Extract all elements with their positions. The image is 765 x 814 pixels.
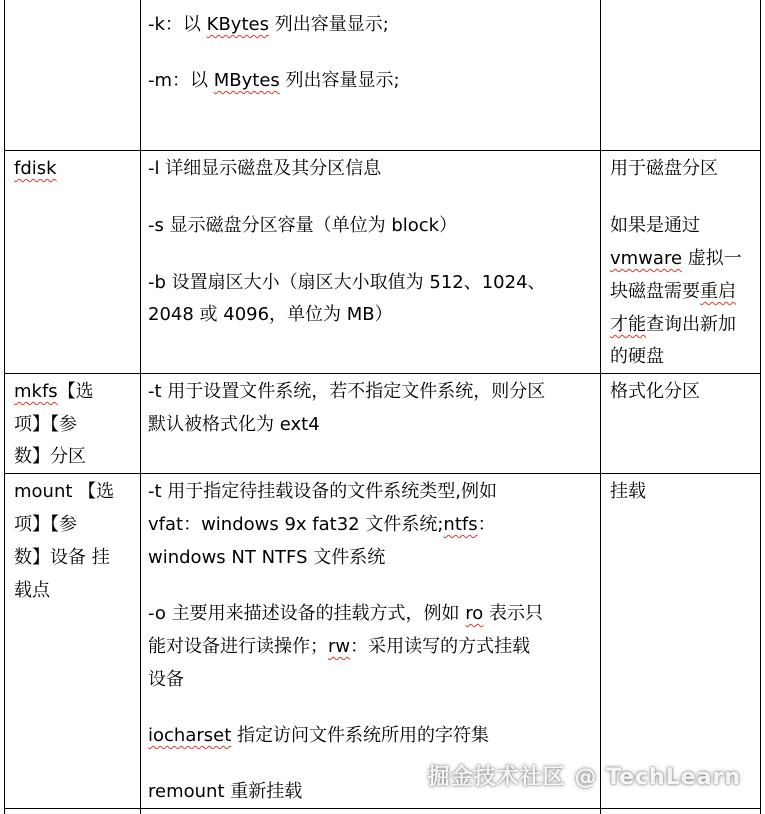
cell-text: 2048 或 4096，单位为 MB）: [148, 304, 393, 325]
cell-text: mount 【选: [14, 481, 115, 502]
cell-text: -l 详细显示磁盘及其分区信息: [148, 158, 382, 179]
cell-text: 格式化分区: [610, 381, 700, 402]
cell-text: 列出容量显示;: [268, 14, 389, 35]
cell-cmd-line: [14, 475, 114, 508]
cell-text: 如果是通过: [610, 215, 700, 236]
cell-opts-line: [148, 209, 457, 242]
cell-text: 用于磁盘分区: [610, 158, 718, 179]
spellcheck-flagged-text: MBytes: [213, 70, 280, 91]
cell-text: 能对设备进行读操作；: [148, 636, 328, 657]
cell-text: 列出容量显示;: [279, 70, 400, 91]
cell-note-line: [610, 209, 700, 242]
cell-opts-line: [148, 266, 546, 299]
cell-text: -t 用于设置文件系统，若不指定文件系统，则分区: [148, 381, 546, 402]
cell-opts-line: [148, 298, 393, 331]
spellcheck-flagged-text: 重启: [700, 281, 736, 302]
spellcheck-flagged-text: rw: [328, 636, 351, 657]
cell-opts-line: [148, 508, 496, 541]
cell-opts-line: [148, 597, 543, 630]
cell-text: 【选: [57, 381, 94, 402]
cell-text: 挂载: [610, 481, 646, 502]
cell-text: 项】【参: [14, 514, 77, 535]
spellcheck-flagged-text: fdisk: [14, 158, 57, 179]
cell-opts-line: [148, 375, 545, 408]
cell-opts-line: [148, 719, 489, 752]
cell-text: windows NT NTFS 文件系统: [148, 547, 386, 568]
cell-text: -b 设置扇区大小（扇区大小取值为 512、1024、: [148, 272, 546, 293]
cell-text: 指定访问文件系统所用的字符集: [231, 725, 489, 746]
cell-text: -o 主要用来描述设备的挂载方式，例如: [148, 603, 466, 624]
cell-cmd-line: [14, 152, 57, 185]
spellcheck-flagged-text: mkfs: [14, 381, 58, 402]
cell-opts-line: [148, 64, 400, 97]
spellcheck-flagged-text: ro: [465, 603, 484, 624]
spellcheck-flagged-text: vmware: [610, 248, 683, 269]
cell-text: 以: [190, 70, 214, 91]
cell-cmd-line: [14, 408, 77, 441]
row-divider-1: [4, 150, 761, 151]
cell-note-line: [610, 475, 646, 508]
cell-cmd-line: [14, 440, 86, 473]
cell-text: 块磁盘需要: [610, 281, 700, 302]
cell-text: 数】设备 挂: [14, 547, 110, 568]
cell-note-line: [610, 275, 736, 308]
cell-opts-line: [148, 152, 381, 185]
row-divider-2: [4, 373, 761, 374]
cell-opts-line: [148, 541, 385, 574]
cell-opts-line: [148, 663, 184, 696]
row-divider-3: [4, 473, 761, 474]
cell-text: 数】分区: [14, 446, 86, 467]
cell-text: 表示只: [483, 603, 544, 624]
cell-opts-line: [148, 8, 389, 41]
cell-opts-line: [148, 475, 497, 508]
cell-text: -s 显示磁盘分区容量（单位为 block）: [148, 215, 458, 236]
cell-opts-line: [148, 775, 302, 808]
cell-note-line: [610, 242, 742, 275]
table-right-border: [760, 0, 761, 814]
cell-note-line: [610, 340, 664, 373]
cell-note-line: [610, 375, 700, 408]
cell-cmd-line: [14, 574, 50, 607]
cell-text: -k：: [148, 14, 183, 35]
cell-opts-line: [148, 630, 530, 663]
cell-text: ：采用读写的方式挂载: [350, 636, 531, 657]
cell-opts-line: [148, 408, 320, 441]
cell-text: 默认被格式化为 ext4: [148, 414, 320, 435]
cell-text: -t 用于指定待挂载设备的文件系统类型,例如: [148, 481, 497, 502]
cell-text: 项】【参: [14, 414, 77, 435]
cell-text: 以: [182, 14, 207, 35]
row-divider-4: [4, 808, 761, 809]
spellcheck-flagged-text: 才能: [610, 314, 646, 335]
cell-text: 查询出新加: [646, 314, 736, 335]
cell-text: -m：: [148, 70, 191, 91]
watermark: 掘金技术社区 @ TechLearn: [427, 765, 741, 790]
cell-note-line: [610, 308, 736, 341]
cell-cmd-line: [14, 508, 77, 541]
column-divider-2: [600, 0, 601, 814]
table-left-border: [4, 0, 5, 814]
spellcheck-flagged-text: KBytes: [206, 14, 269, 35]
cell-note-line: [610, 152, 718, 185]
cell-text: 载点: [14, 580, 50, 601]
cell-text: 设备: [148, 669, 184, 690]
cell-text: 虚拟一: [682, 248, 742, 269]
cell-cmd-line: [14, 541, 110, 574]
spellcheck-flagged-text: ntfs: [443, 514, 478, 535]
column-divider-1: [140, 0, 141, 814]
cell-text: vfat：windows 9x fat32 文件系统;: [148, 514, 444, 535]
cell-text: 的硬盘: [610, 346, 664, 367]
cell-text: ：: [477, 514, 496, 535]
spellcheck-flagged-text: iocharset: [148, 725, 232, 746]
cell-text: remount 重新挂载: [148, 781, 303, 802]
cell-cmd-line: [14, 375, 94, 408]
